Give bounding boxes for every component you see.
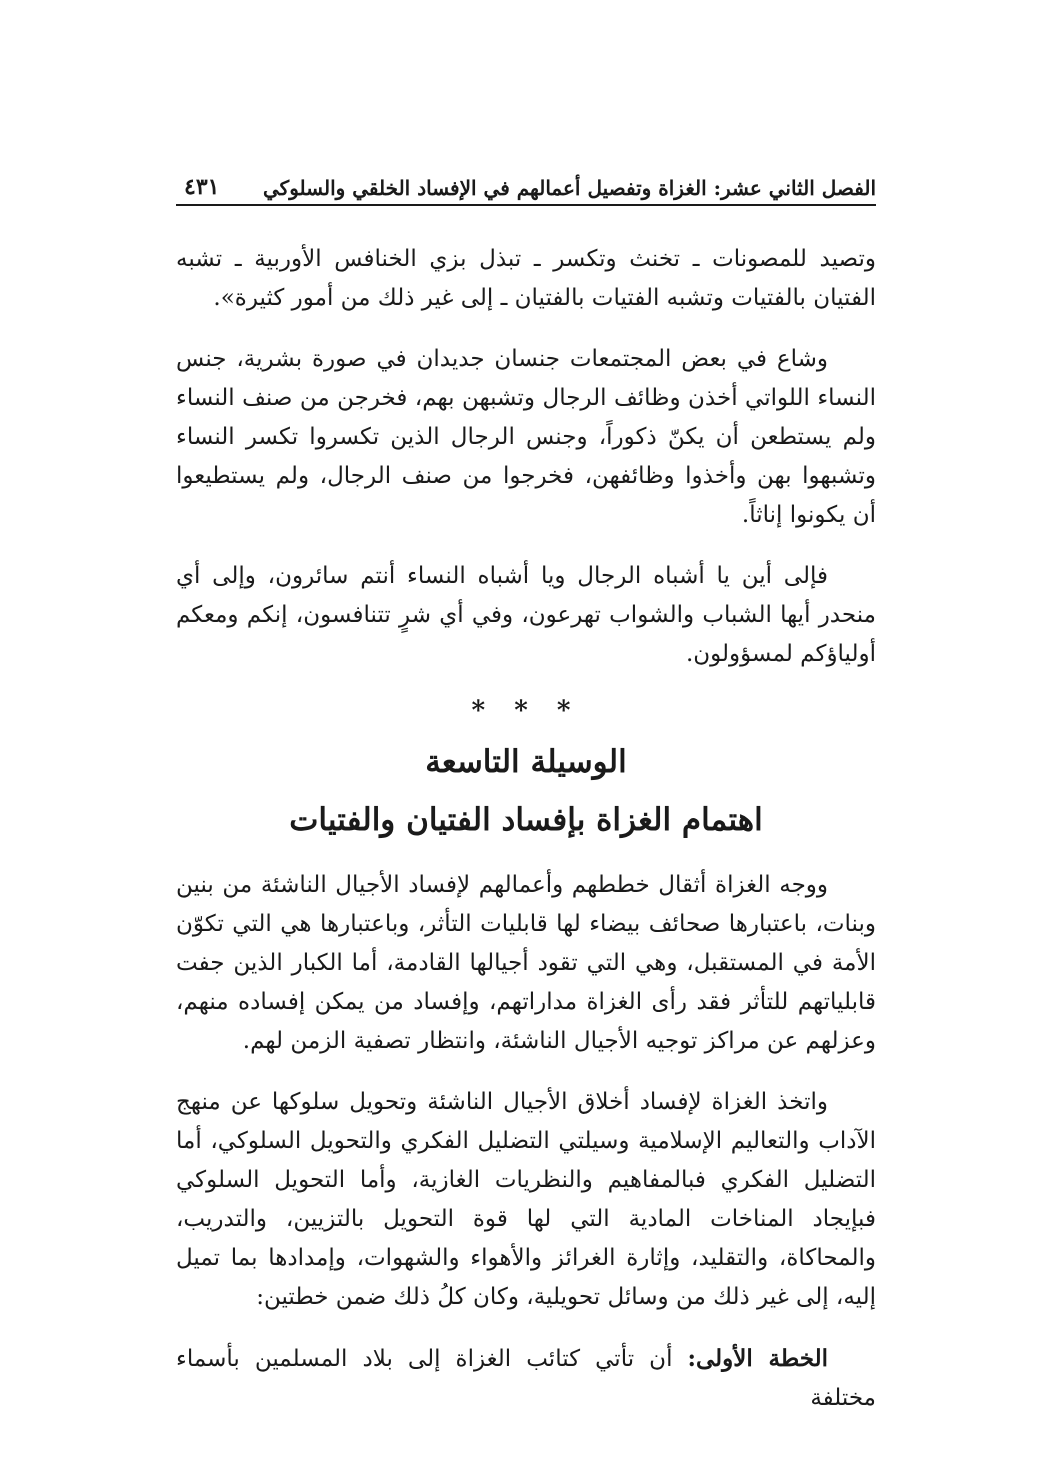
paragraph-new-genders: وشاع في بعض المجتمعات جنسان جديدان في صورة بشرية، جنس النساء اللواتي أخذن وظائف الرجال وتشبهن بهم، فخرجن من صنف النساء ولم يستطعن أن يكنّ ذكوراً، وجنس الرجال الذين تكسروا تكسر النساء وتشبهوا بهن وأخذوا وظائفهن، فخرجوا من صنف الرجال، ولم يستطيعوا أن يكونوا إناثاً. <box>176 346 876 528</box>
page-number: ٤٣١ <box>184 174 220 200</box>
section-separator: * * * <box>471 696 581 726</box>
paragraph-first-plan <box>176 1339 876 1418</box>
section-subtitle: اهتمام الغزاة بإفساد الفتيان والفتيات <box>289 802 763 838</box>
first-plan-label: الخطة الأولى: <box>687 1345 828 1372</box>
running-title: الفصل الثاني عشر: الغزاة وتفصيل أعمالهم في الإفساد الخلقي والسلوكي <box>263 176 876 200</box>
paragraph-continuation: وتصيد للمصونات ـ تخنث وتكسر ـ تبذل بزي الخنافس الأوربية ـ تشبه الفتيان بالفتيات وتشبه الفتيات بالفتيان ـ إلى غير ذلك من أمور كثيرة». <box>176 246 876 311</box>
first-plan-text: أن تأتي كتائب الغزاة إلى بلاد المسلمين بأسماء مختلفة <box>176 1346 876 1411</box>
page-header <box>176 160 876 206</box>
paragraph-youth-focus: ووجه الغزاة أثقال خططهم وأعمالهم لإفساد الأجيال الناشئة من بنين وبنات، باعتبارها صحائف بيضاء لها قابليات التأثر، وباعتبارها هي التي تكوّن الأمة في المستقبل، وهي التي تقود أجيالها القادمة، أما الكبار الذين جفت قابلياتهم للتأثر فقد رأى الغزاة مداراتهم، وإفساد من يمكن إفساده منهم، وعزلهم عن مراكز توجيه الأجيال الناشئة، وانتظار تصفية الزمن لهم. <box>176 872 876 1054</box>
book-page <box>176 160 876 1440</box>
section-title: الوسيلة التاسعة <box>425 744 627 780</box>
paragraph-address: فإلى أين يا أشباه الرجال ويا أشباه النساء أنتم سائرون، وإلى أي منحدر أيها الشباب والشواب تهرعون، وفي أي شرٍ تتنافسون، إنكم ومعكم أولياؤكم لمسؤولون. <box>176 563 876 667</box>
paragraph-two-plans: واتخذ الغزاة لإفساد أخلاق الأجيال الناشئة وتحويل سلوكها عن منهج الآداب والتعاليم الإسلامية وسيلتي التضليل الفكري والتحويل السلوكي، أما التضليل الفكري فبالمفاهيم والنظريات الغازية، وأما التحويل السلوكي فبإيجاد المناخات المادية التي لها قوة التحويل بالتزيين، والتدريب، والمحاكاة، والتقليد، وإثارة الغرائز والأهواء والشهوات، وإمدادها بما تميل إليه، إلى غير ذلك من وسائل تحويلية، وكان كلُ ذلك ضمن خطتين: <box>176 1089 876 1310</box>
page-body <box>176 240 876 1418</box>
